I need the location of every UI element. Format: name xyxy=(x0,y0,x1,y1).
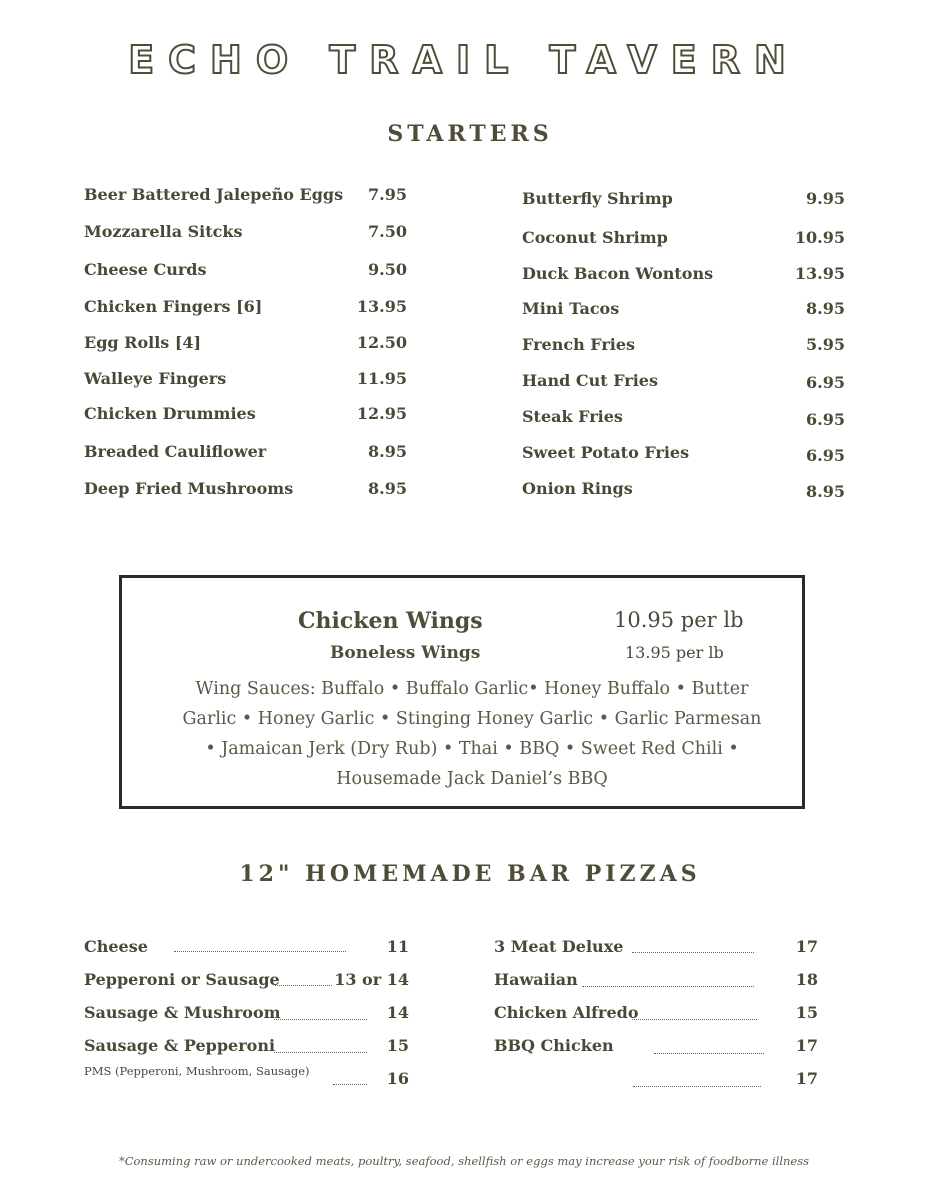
starter-name: Breaded Cauliflower xyxy=(84,442,267,461)
chicken-wings-box xyxy=(119,575,805,809)
starter-price: 7.50 xyxy=(368,222,407,241)
starter-price: 6.95 xyxy=(806,373,845,392)
starter-price: 13.95 xyxy=(794,264,845,283)
starter-name: Walleye Fingers xyxy=(84,369,227,388)
pizza-price: 18 xyxy=(795,970,818,989)
pizzas-heading: 12" HOMEMADE BAR PIZZAS xyxy=(239,861,701,887)
starter-price: 8.95 xyxy=(806,482,845,501)
starter-name: Coconut Shrimp xyxy=(522,228,668,247)
starter-price: 6.95 xyxy=(806,410,845,429)
dot-leader xyxy=(274,1019,367,1020)
pizza-name: Sausage & Mushroom xyxy=(84,1003,281,1022)
pizza-name: PMS (Pepperoni, Mushroom, Sausage) xyxy=(84,1064,310,1078)
starter-price: 11.95 xyxy=(356,369,407,388)
dot-leader xyxy=(654,1053,764,1054)
starter-name: Deep Fried Mushrooms xyxy=(84,479,294,498)
food-safety-disclaimer: *Consuming raw or undercooked meats, poultry, seafood, shellfish or eggs may increase your risk of foodborne illness xyxy=(118,1154,810,1168)
wings-price: 10.95 per lb xyxy=(614,608,744,632)
wing-sauces-list: Wing Sauces: Buffalo • Buffalo Garlic• Honey Buffalo • Butter Garlic • Honey Garlic • Stinging Honey Garlic • Garlic Parmesan • Jamaican Jerk (Dry Rub) • Thai • BBQ • Sweet Red Chili • Housemade Jack Daniel’s BBQ xyxy=(182,679,762,789)
dot-leader xyxy=(582,986,754,987)
starter-name: Beer Battered Jalepeño Eggs xyxy=(84,185,344,204)
pizza-price: 17 xyxy=(795,1036,818,1055)
starter-name: Duck Bacon Wontons xyxy=(522,264,714,283)
starter-price: 13.95 xyxy=(356,297,407,316)
pizza-price: 13 or 14 xyxy=(334,970,409,989)
dot-leader xyxy=(633,1086,761,1087)
wings-name: Chicken Wings xyxy=(298,608,483,634)
starter-price: 12.95 xyxy=(356,404,407,423)
starter-price: 8.95 xyxy=(368,442,407,461)
dot-leader xyxy=(632,1019,757,1020)
pizza-price: 17 xyxy=(795,1069,818,1088)
dot-leader xyxy=(632,952,754,953)
pizza-name: Chicken Alfredo xyxy=(494,1003,639,1022)
pizza-name: Hawaiian xyxy=(494,970,578,989)
starter-price: 8.95 xyxy=(368,479,407,498)
boneless-wings-price: 13.95 per lb xyxy=(625,643,724,662)
starter-name: Sweet Potato Fries xyxy=(522,443,690,462)
starter-price: 12.50 xyxy=(356,333,407,352)
dot-leader xyxy=(274,1052,367,1053)
starter-price: 10.95 xyxy=(794,228,845,247)
starter-name: Chicken Fingers [6] xyxy=(84,297,263,316)
starter-price: 9.50 xyxy=(368,260,407,279)
starter-name: Chicken Drummies xyxy=(84,404,256,423)
starter-name: Steak Fries xyxy=(522,407,623,426)
starter-name: Mozzarella Sitcks xyxy=(84,222,243,241)
pizza-name: 3 Meat Deluxe xyxy=(494,937,624,956)
starter-name: Mini Tacos xyxy=(522,299,620,318)
pizza-price: 14 xyxy=(386,1003,409,1022)
starter-price: 6.95 xyxy=(806,446,845,465)
pizza-price: 15 xyxy=(386,1036,409,1055)
pizza-name: Pepperoni or Sausage xyxy=(84,970,280,989)
starter-name: French Fries xyxy=(522,335,636,354)
restaurant-title: ECHO TRAIL TAVERN xyxy=(128,38,800,82)
starter-price: 7.95 xyxy=(368,185,407,204)
starter-price: 8.95 xyxy=(806,299,845,318)
starter-name: Egg Rolls [4] xyxy=(84,333,202,352)
pizza-name: Cheese xyxy=(84,937,148,956)
pizza-price: 16 xyxy=(386,1069,409,1088)
pizza-name: Sausage & Pepperoni xyxy=(84,1036,276,1055)
boneless-wings-name: Boneless Wings xyxy=(330,643,481,663)
pizza-name: BBQ Chicken xyxy=(494,1036,614,1055)
starter-name: Hand Cut Fries xyxy=(522,371,658,390)
starters-heading: STARTERS xyxy=(387,121,553,147)
starter-name: Butterfly Shrimp xyxy=(522,189,673,208)
starter-name: Cheese Curds xyxy=(84,260,207,279)
dot-leader xyxy=(174,951,346,952)
pizza-price: 11 xyxy=(386,937,409,956)
pizza-price: 17 xyxy=(795,937,818,956)
starter-name: Onion Rings xyxy=(522,479,633,498)
starter-price: 5.95 xyxy=(806,335,845,354)
pizza-price: 15 xyxy=(795,1003,818,1022)
starter-price: 9.95 xyxy=(806,189,845,208)
